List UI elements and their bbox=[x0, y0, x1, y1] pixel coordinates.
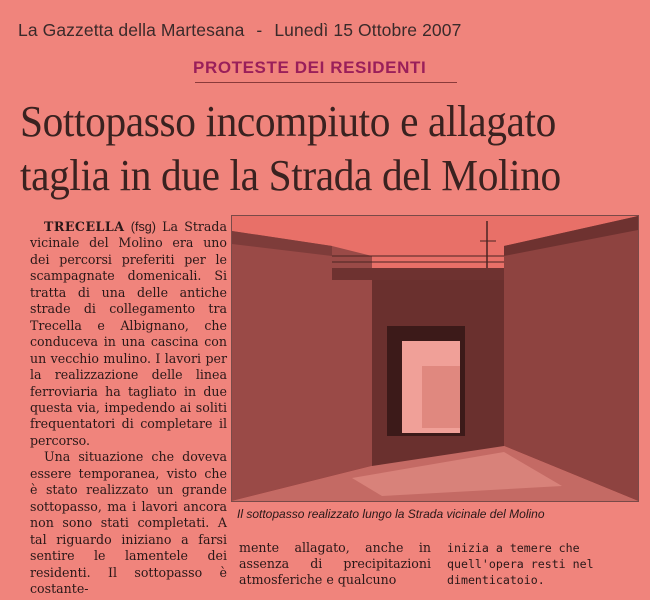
kicker-underline bbox=[195, 82, 457, 83]
masthead-separator: - bbox=[256, 20, 263, 40]
article-column-1 bbox=[30, 219, 227, 597]
section-kicker: PROTESTE DEI RESIDENTI bbox=[193, 58, 427, 77]
underpass-photo bbox=[231, 215, 639, 502]
article-paragraph-1 bbox=[30, 219, 227, 449]
article-paragraph-2: Una situazione che doveva essere temporanea, visto che è stato realizzato un grande sottopasso, ma i lavori ancora non sono stati completati. A tal riguardo iniziano a farsi sentire le lamentele dei residenti. Il sottopasso è costante- bbox=[30, 449, 227, 596]
paragraph-1-text: La Strada vicinale del Molino era uno dei percorsi preferiti per le scampagnate domenicali. Si tratta di una delle antiche strade di collegamento tra Trecella e Albignano, che conduceva in una cascina con un vecchio mulino. I lavori per la realizzazione delle linea ferroviaria ha tagliato in due questa via, impedendo ai soliti frequentatori di completare il percorso. bbox=[30, 219, 227, 448]
masthead bbox=[18, 20, 638, 41]
headline bbox=[20, 95, 612, 203]
article-column-2: mente allagato, anche in assenza di precipitazioni atmosferiche e qualcuno bbox=[239, 540, 431, 587]
bridge-deck bbox=[332, 268, 504, 280]
dateline-place: TRECELLA bbox=[44, 219, 125, 234]
publication-name: La Gazzetta della Martesana bbox=[18, 20, 245, 40]
article-column-3: inizia a temere che quell'opera resti nel dimenticatoio. bbox=[447, 541, 594, 587]
author-tag: (fsg) bbox=[130, 220, 156, 234]
headline-line-2: taglia in due la Strada del Molino bbox=[20, 151, 561, 200]
photo-caption: Il sottopasso realizzato lungo la Strada vicinale del Molino bbox=[237, 507, 545, 521]
headline-line-1: Sottopasso incompiuto e allagato bbox=[20, 97, 556, 146]
publication-date: Lunedì 15 Ottobre 2007 bbox=[274, 20, 462, 40]
